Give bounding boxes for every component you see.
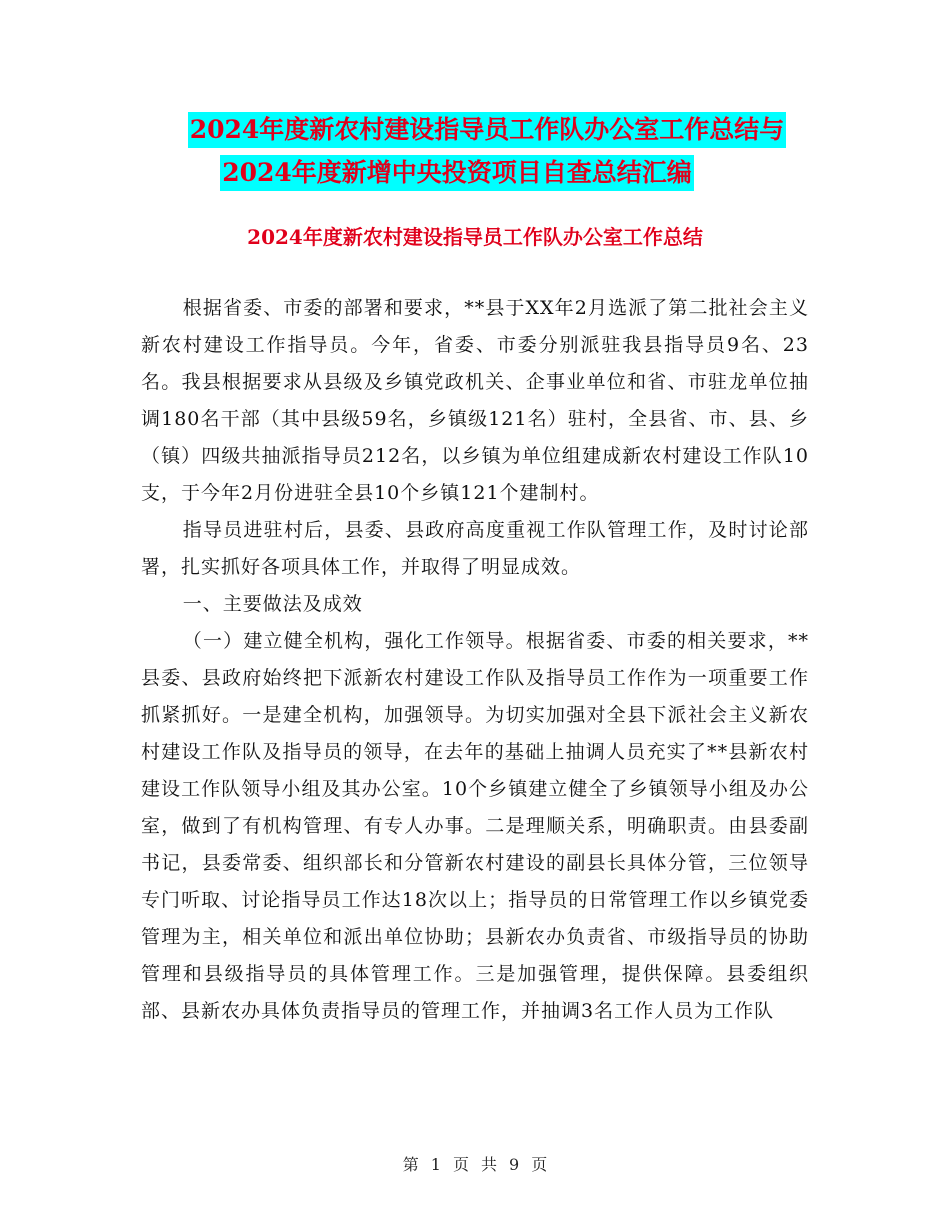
page-total-unit: 页 xyxy=(531,1155,548,1174)
page-total: 9 xyxy=(509,1155,520,1174)
page-number: 1 xyxy=(430,1155,441,1174)
section-heading: 2024年度新农村建设指导员工作队办公室工作总结 xyxy=(247,225,703,249)
page-number-unit: 页 xyxy=(452,1155,469,1174)
document-title-line-1 xyxy=(12,112,950,148)
document-body xyxy=(141,290,809,1030)
page-total-prefix: 共 xyxy=(481,1155,498,1174)
body-paragraph: 根据省委、市委的部署和要求，**县于XX年2月选派了第二批社会主义新农村建设工作指导员。今年，省委、市委分别派驻我县指导员9名、23名。我县根据要求从县级及乡镇党政机关、企事业单位和省、市驻龙单位抽调180名干部（其中县级59名，乡镇级121名）驻村，全县省、市、县、乡（镇）四级共抽派指导员212名，以乡镇为单位组建成新农村建设工作队10支，于今年2月份进驻全县10个乡镇121个建制村。 xyxy=(141,297,809,504)
body-paragraph: （一）建立健全机构，强化工作领导。根据省委、市委的相关要求，**县委、县政府始终把下派新农村建设工作队及指导员工作作为一项重要工作抓紧抓好。一是建全机构，加强领导。为切实加强对全县下派社会主义新农村建设工作队及指导员的领导，在去年的基础上抽调人员充实了**县新农村建设工作队领导小组及其办公室。10个乡镇建立健全了乡镇领导小组及办公室，做到了有机构管理、有专人办事。二是理顺关系，明确职责。由县委副书记，县委常委、组织部长和分管新农村建设的副县长具体分管，三位领导专门听取、讨论指导员工作达18次以上；指导员的日常管理工作以乡镇党委管理为主，相关单位和派出单位协助；县新农办负责省、市级指导员的协助管理和县级指导员的具体管理工作。三是加强管理，提供保障。县委组织部、县新农办具体负责指导员的管理工作，并抽调3名工作人员为工作队 xyxy=(141,630,809,1022)
document-title-line-2 xyxy=(0,155,932,191)
page-footer xyxy=(0,1153,950,1177)
document-title-text: 2024年度新农村建设指导员工作队办公室工作总结与 xyxy=(188,112,787,148)
page-number-prefix: 第 xyxy=(402,1155,419,1174)
document-title-text: 2024年度新增中央投资项目自查总结汇编 xyxy=(220,155,694,191)
body-paragraph: 指导员进驻村后，县委、县政府高度重视工作队管理工作，及时讨论部署，扎实抓好各项具体工作，并取得了明显成效。 xyxy=(141,519,809,578)
body-paragraph: 一、主要做法及成效 xyxy=(182,593,363,615)
